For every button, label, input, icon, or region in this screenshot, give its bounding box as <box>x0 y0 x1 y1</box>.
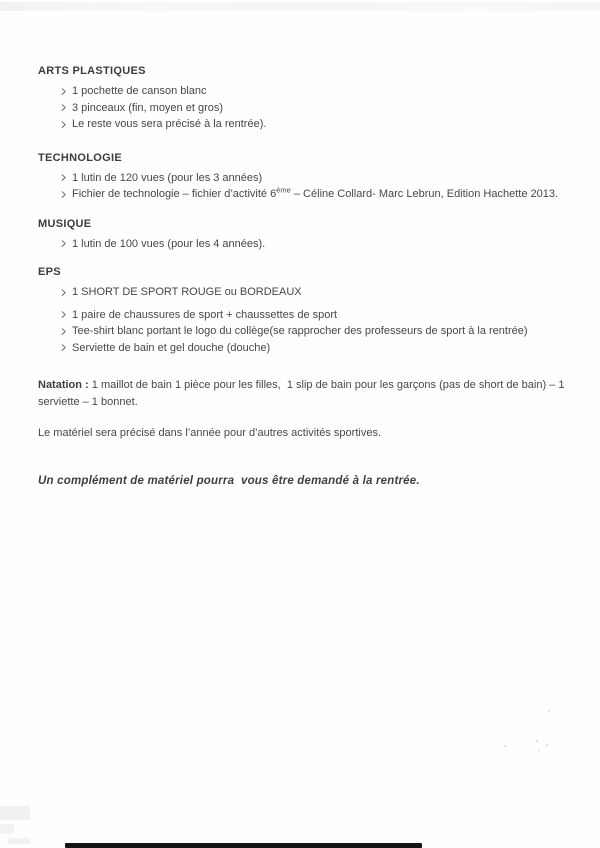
superscript-ordinal: ème <box>276 185 291 195</box>
section-title-arts-plastiques: ARTS PLASTIQUES <box>38 65 146 77</box>
list-item-text: 1 lutin de 100 vues (pour les 4 années). <box>72 237 266 250</box>
musique-list <box>38 236 575 253</box>
list-item <box>38 284 575 301</box>
list-item <box>38 307 575 324</box>
arrow-bullet-icon <box>59 191 65 197</box>
list-item-text: 3 pinceaux (fin, moyen et gros) <box>72 101 224 114</box>
arts-plastiques-list <box>38 83 575 133</box>
scan-mark-artifact <box>0 824 14 834</box>
arrow-bullet-icon <box>59 174 65 180</box>
list-item <box>38 116 575 133</box>
list-item-text: 1 lutin de 120 vues (pour les 3 années) <box>72 171 263 184</box>
document-content <box>38 64 575 490</box>
arrow-bullet-icon <box>59 121 65 127</box>
section-title-technologie: TECHNOLOGIE <box>38 151 122 164</box>
natation-paragraph <box>38 377 575 411</box>
eps-list <box>38 284 575 356</box>
scan-streak-artifact <box>0 2 600 11</box>
list-item <box>38 340 575 357</box>
natation-lead-label: Natation : <box>38 379 89 391</box>
list-item-text: 1 pochette de canson blanc <box>72 85 207 97</box>
list-item-text: Le reste vous sera précisé à la rentrée). <box>72 118 267 130</box>
technologie-list <box>38 170 575 203</box>
list-item <box>38 236 575 253</box>
list-item <box>38 170 575 187</box>
list-item <box>38 100 575 117</box>
list-item-text: 1 SHORT DE SPORT ROUGE ou BORDEAUX <box>72 286 302 298</box>
list-item-text-part: – Céline Collard- Marc Lebrun, Edition Hachette 2013. <box>290 188 559 200</box>
list-item <box>38 83 575 100</box>
scanner-edge-bar-artifact <box>65 843 422 848</box>
scan-mark-artifact <box>8 838 30 844</box>
arrow-bullet-icon <box>59 240 65 246</box>
scan-mark-artifact <box>0 806 30 820</box>
list-item-text <box>72 185 559 200</box>
arrow-bullet-icon <box>59 88 65 94</box>
list-item-text-part: Fichier de technologie – fichier d’activité 6 <box>72 188 277 200</box>
list-item-text: Tee-shirt blanc portant le logo du collège(se rapprocher des professeurs de sport à la rentrée) <box>72 325 528 337</box>
list-item-text: Serviette de bain et gel douche (douche) <box>72 341 271 354</box>
scan-specks-artifact <box>536 740 538 742</box>
arrow-bullet-icon <box>59 289 65 295</box>
list-item <box>38 323 575 340</box>
section-title-musique: MUSIQUE <box>38 217 92 230</box>
section-title-eps: EPS <box>38 266 61 278</box>
materiel-paragraph: Le matériel sera précisé dans l’année pour d’autres activités sportives. <box>38 427 382 439</box>
complement-note: Un complément de matériel pourra vous être demandé à la rentrée. <box>38 475 420 487</box>
arrow-bullet-icon <box>59 328 65 334</box>
list-item <box>38 186 575 203</box>
natation-text: 1 maillot de bain 1 pièce pour les filles, 1 slip de bain pour les garçons (pas de short de bain) – 1 serviette – 1 bonnet. <box>38 379 568 408</box>
arrow-bullet-icon <box>59 311 65 317</box>
list-item-text: 1 paire de chaussures de sport + chaussettes de sport <box>72 308 338 321</box>
arrow-bullet-icon <box>59 344 65 350</box>
arrow-bullet-icon <box>59 104 65 110</box>
